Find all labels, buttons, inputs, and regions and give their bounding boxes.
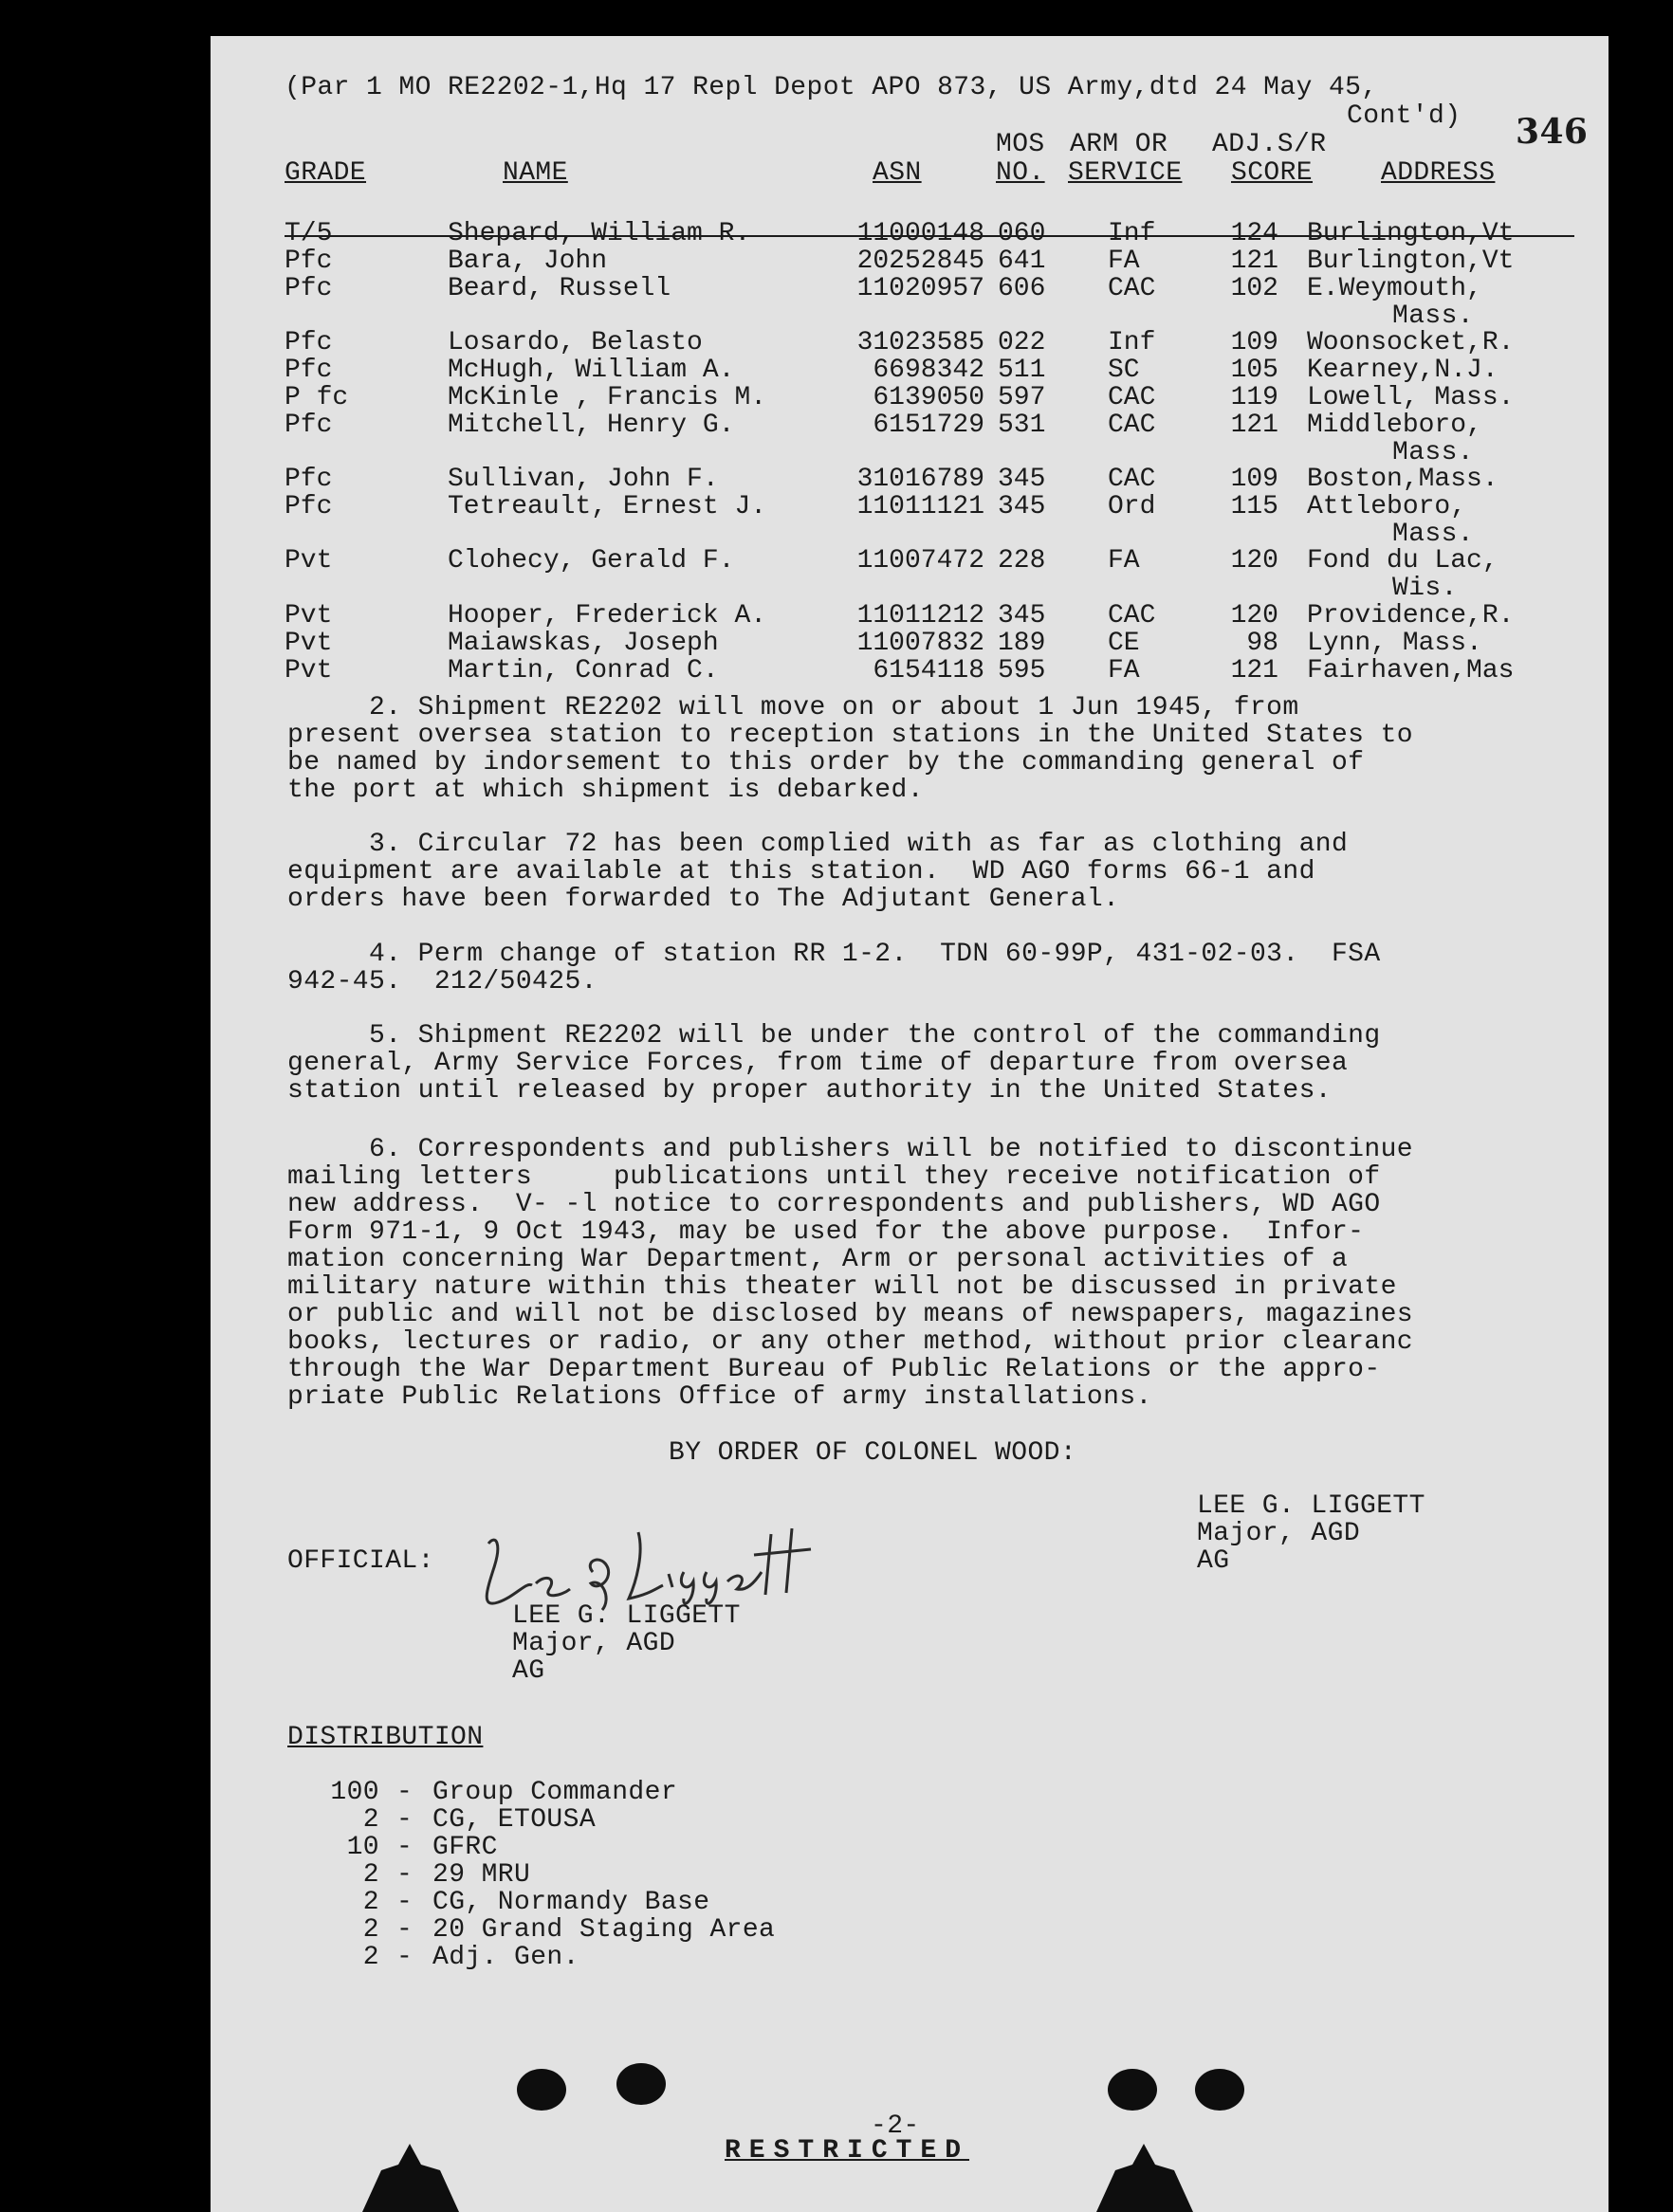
cell-arm: CAC: [1108, 601, 1156, 631]
commander-name: LEE G. LIGGETT: [1197, 1491, 1425, 1521]
cell-address: Woonsocket,R.: [1307, 328, 1515, 357]
distribution-qty: 2: [362, 1888, 379, 1917]
cell-arm: SC: [1108, 356, 1140, 385]
cell-grade: Pfc: [285, 328, 333, 357]
cell-mos: 606: [998, 274, 1046, 303]
paragraph-line: or public and will not be disclosed by means of newspapers, magazines: [287, 1300, 1413, 1329]
distribution-qty: 2: [362, 1805, 379, 1835]
table-row: [285, 247, 1574, 275]
cell-mos: 595: [998, 656, 1046, 686]
paragraph-line: general, Army Service Forces, from time of departure from oversea: [287, 1049, 1349, 1078]
cell-asn: 11011121: [856, 492, 984, 521]
cell-address: Burlington,Vt: [1307, 219, 1515, 248]
cell-name: Tetreault, Ernest J.: [448, 492, 767, 521]
cell-address-continued: Mass.: [1392, 438, 1475, 467]
cell-mos: 531: [998, 411, 1046, 440]
distribution-qty: 100: [330, 1778, 379, 1807]
cell-arm: Ord: [1108, 492, 1156, 521]
order-reference: (Par 1 MO RE2202-1,Hq 17 Repl Depot APO 873, US Army,dtd 24 May 45,: [285, 73, 1378, 102]
official-label: OFFICIAL:: [287, 1546, 434, 1576]
cell-score: 120: [1230, 601, 1278, 631]
cell-mos: 060: [998, 219, 1046, 248]
distribution-recipient: Adj. Gen.: [432, 1943, 579, 1972]
table-row: [285, 356, 1574, 384]
cell-mos: 345: [998, 465, 1046, 494]
cell-grade: Pvt: [285, 656, 333, 686]
cell-address: Kearney,N.J.: [1307, 356, 1498, 385]
classification-marking: RESTRICTED: [725, 2136, 970, 2166]
distribution-recipient: CG, ETOUSA: [432, 1805, 597, 1835]
cell-name: Losardo, Belasto: [448, 328, 703, 357]
table-row: [285, 493, 1574, 521]
distribution-qty: 2: [362, 1915, 379, 1945]
cell-score: 109: [1230, 465, 1278, 494]
column-grade: GRADE: [285, 158, 367, 188]
column-mos-bottom: NO.: [996, 158, 1045, 188]
cell-score: 109: [1230, 328, 1278, 357]
cell-address: Burlington,Vt: [1307, 247, 1515, 276]
footer-page-number: -2-: [871, 2111, 920, 2141]
cell-asn: 20252845: [856, 247, 984, 276]
binder-hole: [1108, 2069, 1157, 2111]
cell-asn: 6698342: [873, 356, 984, 385]
cell-grade: P fc: [285, 383, 349, 412]
table-row: [285, 630, 1574, 657]
distribution-dash: -: [396, 1778, 414, 1807]
cell-address: Lowell, Mass.: [1307, 383, 1515, 412]
cell-mos: 189: [998, 629, 1046, 658]
distribution-dash: -: [396, 1915, 414, 1945]
distribution-qty: 2: [362, 1860, 379, 1890]
distribution-recipient: 20 Grand Staging Area: [432, 1915, 776, 1945]
page-number-stamp: 346: [1516, 112, 1589, 152]
cell-arm: Inf: [1108, 219, 1156, 248]
cell-score: 124: [1230, 219, 1278, 248]
cell-score: 120: [1230, 546, 1278, 576]
cell-score: 121: [1230, 247, 1278, 276]
cell-name: Clohecy, Gerald F.: [448, 546, 735, 576]
cell-name: Mitchell, Henry G.: [448, 411, 735, 440]
table-row: [285, 547, 1574, 575]
cell-address-continued: Mass.: [1392, 520, 1475, 549]
paragraph-line: 942-45. 212/50425.: [287, 967, 598, 996]
paragraph-line: be named by indorsement to this order by the commanding general of: [287, 748, 1365, 777]
binder-hole: [616, 2063, 666, 2105]
paragraph-line: equipment are available at this station. WD AGO forms 66-1 and: [287, 857, 1315, 887]
paragraph-line: new address. V- -l notice to correspondents and publishers, WD AGO: [287, 1190, 1381, 1219]
cell-address: E.Weymouth,: [1307, 274, 1482, 303]
cell-address-continued: Mass.: [1392, 302, 1475, 331]
cell-name: Maiawskas, Joseph: [448, 629, 719, 658]
cell-name: Bara, John: [448, 247, 608, 276]
cell-address: Fond du Lac,: [1307, 546, 1498, 576]
cell-mos: 345: [998, 601, 1046, 631]
cell-address-continued: Wis.: [1392, 574, 1458, 603]
cell-name: McHugh, William A.: [448, 356, 735, 385]
paragraph-line: mation concerning War Department, Arm or personal activities of a: [287, 1245, 1349, 1274]
distribution-dash: -: [396, 1860, 414, 1890]
cell-grade: T/5: [285, 219, 333, 248]
cell-asn: 6139050: [873, 383, 984, 412]
table-row: [285, 602, 1574, 630]
binder-hole: [517, 2069, 566, 2111]
table-row: [285, 275, 1574, 302]
cell-score: 115: [1230, 492, 1278, 521]
cell-arm: CAC: [1108, 411, 1156, 440]
cell-asn: 31023585: [856, 328, 984, 357]
distribution-heading: DISTRIBUTION: [287, 1723, 484, 1752]
cell-score: 121: [1230, 656, 1278, 686]
paragraph-line: priate Public Relations Office of army installations.: [287, 1382, 1152, 1412]
cell-arm: CAC: [1108, 383, 1156, 412]
column-score-bottom: SCORE: [1231, 158, 1314, 188]
distribution-dash: -: [396, 1833, 414, 1862]
order-reference-continued: Cont'd): [1347, 101, 1462, 131]
paragraph-line: present oversea station to reception stations in the United States to: [287, 721, 1413, 750]
paragraph-line: 5. Shipment RE2202 will be under the control of the commanding: [287, 1021, 1381, 1051]
cell-arm: FA: [1108, 546, 1140, 576]
cell-arm: FA: [1108, 247, 1140, 276]
cell-asn: 31016789: [856, 465, 984, 494]
cell-mos: 511: [998, 356, 1046, 385]
table-row: [285, 384, 1574, 411]
cell-asn: 11020957: [856, 274, 984, 303]
paragraph-line: 6. Correspondents and publishers will be notified to discontinue: [287, 1135, 1413, 1164]
cell-name: Hooper, Frederick A.: [448, 601, 767, 631]
cell-address: Providence,R.: [1307, 601, 1515, 631]
cell-grade: Pvt: [285, 601, 333, 631]
cell-arm: FA: [1108, 656, 1140, 686]
cell-score: 121: [1230, 411, 1278, 440]
by-order-line: BY ORDER OF COLONEL WOOD:: [669, 1438, 1077, 1468]
cell-address: Boston,Mass.: [1307, 465, 1498, 494]
cell-grade: Pvt: [285, 546, 333, 576]
cell-arm: Inf: [1108, 328, 1156, 357]
table-row: [285, 411, 1574, 439]
table-row: [285, 466, 1574, 493]
column-name: NAME: [503, 158, 568, 188]
distribution-recipient: GFRC: [432, 1833, 498, 1862]
cell-arm: CE: [1108, 629, 1140, 658]
column-score-top: ADJ.S/R: [1212, 130, 1327, 159]
cell-address: Middleboro,: [1307, 411, 1482, 440]
cell-name: McKinle , Francis M.: [448, 383, 767, 412]
cell-asn: 11007832: [856, 629, 984, 658]
commander-title: AG: [1197, 1546, 1230, 1576]
cell-mos: 597: [998, 383, 1046, 412]
cell-mos: 022: [998, 328, 1046, 357]
cell-arm: CAC: [1108, 465, 1156, 494]
cell-asn: 6151729: [873, 411, 984, 440]
binder-hole-torn: [353, 2136, 467, 2212]
cell-asn: 11011212: [856, 601, 984, 631]
cell-name: Sullivan, John F.: [448, 465, 719, 494]
signatory-title: AG: [512, 1656, 545, 1686]
cell-grade: Pfc: [285, 492, 333, 521]
column-mos-top: MOS: [996, 130, 1045, 159]
paragraph-line: the port at which shipment is debarked.: [287, 776, 924, 805]
cell-address: Attleboro,: [1307, 492, 1467, 521]
cell-grade: Pfc: [285, 274, 333, 303]
signatory-name: LEE G. LIGGETT: [512, 1601, 741, 1631]
table-row: [285, 657, 1574, 685]
cell-grade: Pvt: [285, 629, 333, 658]
distribution-qty: 2: [362, 1943, 379, 1972]
cell-score: 119: [1230, 383, 1278, 412]
paragraph-line: books, lectures or radio, or any other method, without prior clearanc: [287, 1327, 1413, 1357]
distribution-recipient: 29 MRU: [432, 1860, 531, 1890]
column-arm-bottom: SERVICE: [1068, 158, 1183, 188]
paragraph-line: mailing letters publications until they receive notification of: [287, 1162, 1381, 1192]
cell-grade: Pfc: [285, 411, 333, 440]
cell-score: 98: [1246, 629, 1278, 658]
cell-mos: 345: [998, 492, 1046, 521]
paragraph-line: 4. Perm change of station RR 1-2. TDN 60-99P, 431-02-03. FSA: [287, 940, 1381, 969]
table-row: [285, 329, 1574, 356]
distribution-recipient: CG, Normandy Base: [432, 1888, 710, 1917]
cell-arm: CAC: [1108, 274, 1156, 303]
cell-name: Martin, Conrad C.: [448, 656, 719, 686]
paragraph-line: Form 971-1, 9 Oct 1943, may be used for the above purpose. Infor-: [287, 1217, 1365, 1247]
cell-grade: Pfc: [285, 247, 333, 276]
cell-mos: 641: [998, 247, 1046, 276]
paragraph-line: through the War Department Bureau of Public Relations or the appro-: [287, 1355, 1381, 1384]
paragraph-line: orders have been forwarded to The Adjutant General.: [287, 885, 1120, 914]
distribution-dash: -: [396, 1943, 414, 1972]
cell-grade: Pfc: [285, 356, 333, 385]
cell-mos: 228: [998, 546, 1046, 576]
paragraph-line: 2. Shipment RE2202 will move on or about 1 Jun 1945, from: [287, 693, 1299, 722]
paragraph-line: 3. Circular 72 has been complied with as far as clothing and: [287, 830, 1349, 859]
cell-name: Beard, Russell: [448, 274, 671, 303]
distribution-dash: -: [396, 1888, 414, 1917]
binder-hole-torn: [1087, 2136, 1201, 2212]
cell-asn: 11000148: [856, 219, 984, 248]
signatory-rank: Major, AGD: [512, 1629, 676, 1658]
cell-asn: 11007472: [856, 546, 984, 576]
distribution-dash: -: [396, 1805, 414, 1835]
cell-score: 102: [1230, 274, 1278, 303]
column-arm-top: ARM OR: [1070, 130, 1168, 159]
distribution-qty: 10: [346, 1833, 379, 1862]
column-address: ADDRESS: [1381, 158, 1496, 188]
cell-asn: 6154118: [873, 656, 984, 686]
table-row: [285, 220, 1574, 247]
cell-address: Lynn, Mass.: [1307, 629, 1482, 658]
column-asn: ASN: [873, 158, 922, 188]
cell-grade: Pfc: [285, 465, 333, 494]
paragraph-line: station until released by proper authority in the United States.: [287, 1076, 1332, 1106]
cell-score: 105: [1230, 356, 1278, 385]
paragraph-line: military nature within this theater will not be discussed in private: [287, 1272, 1397, 1302]
cell-name: Shepard, William R.: [448, 219, 751, 248]
distribution-recipient: Group Commander: [432, 1778, 678, 1807]
commander-rank: Major, AGD: [1197, 1519, 1361, 1548]
cell-address: Fairhaven,Mas: [1307, 656, 1515, 686]
binder-hole: [1195, 2069, 1244, 2111]
